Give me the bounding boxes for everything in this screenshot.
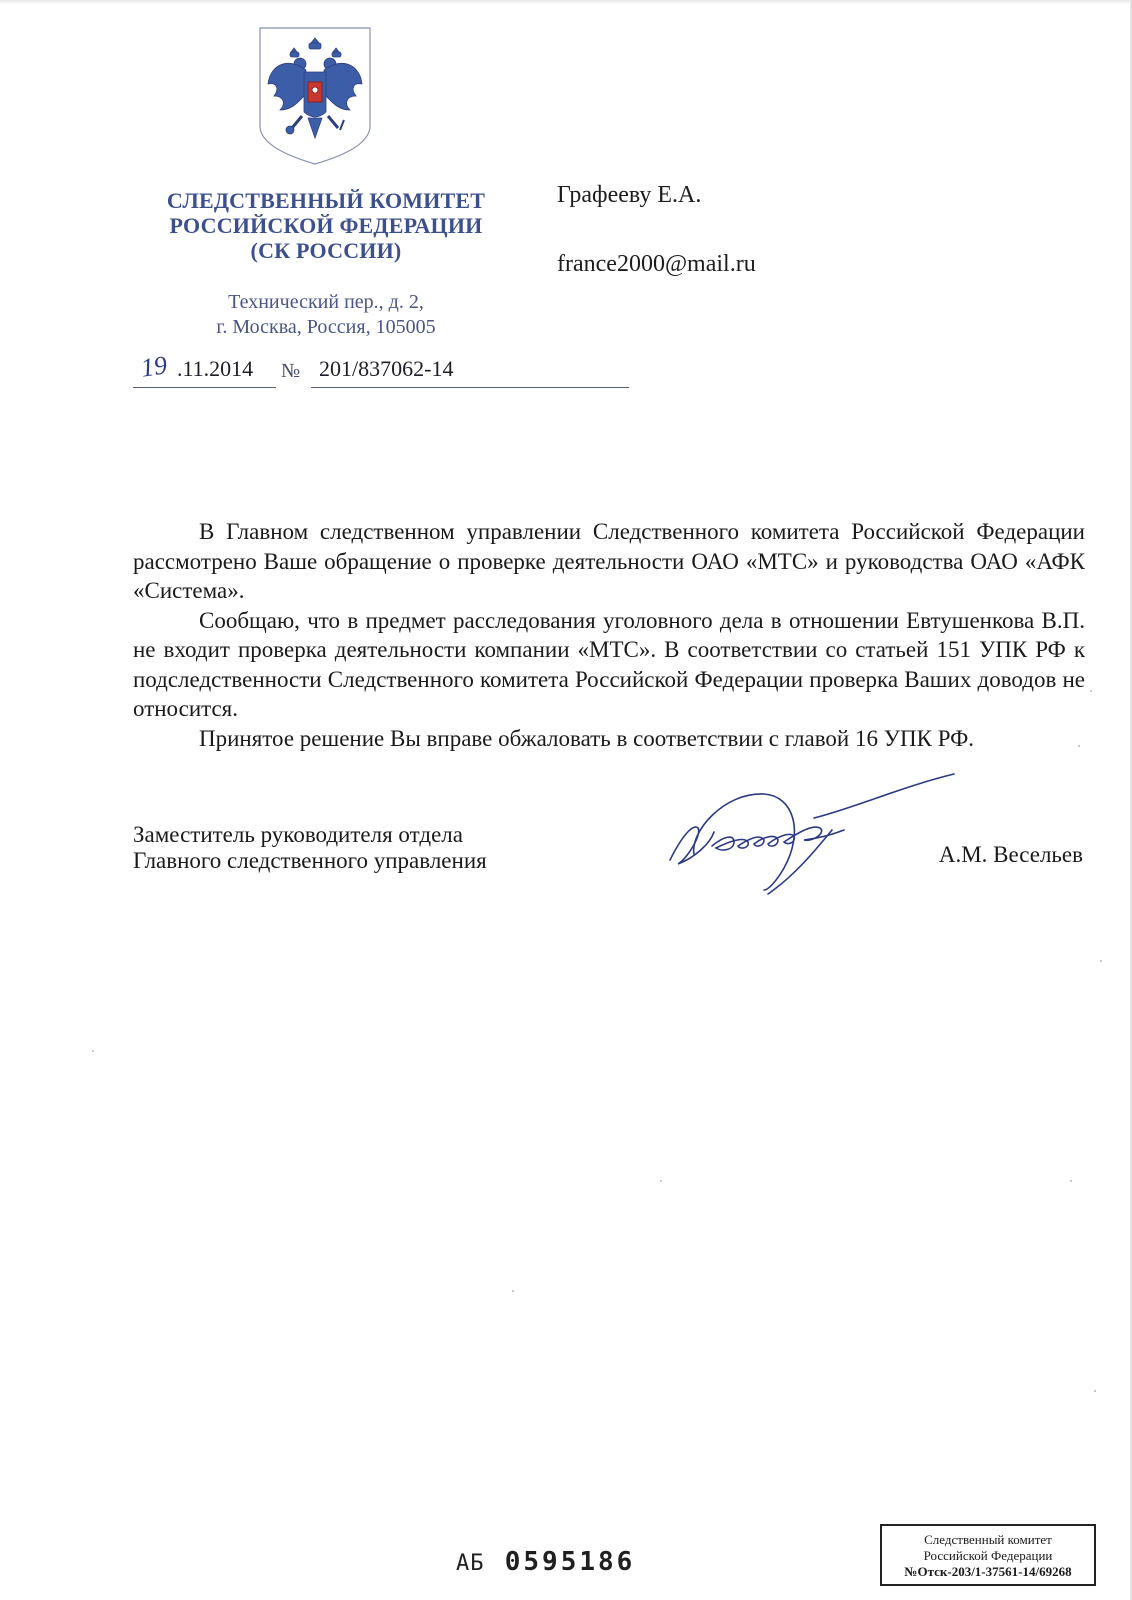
scan-speck — [92, 1050, 94, 1052]
stamp-line: Российской Федерации — [923, 1548, 1053, 1563]
org-line: СЛЕДСТВЕННЫЙ КОМИТЕТ — [166, 188, 486, 213]
org-line: (СК РОССИИ) — [250, 238, 402, 263]
signatory-name: А.М. Весельев — [938, 842, 1083, 867]
recipient-name: Графееву Е.А. — [557, 182, 702, 208]
date-underline — [133, 387, 276, 388]
date-month-year: .11.2014 — [177, 356, 254, 381]
recipient-email: france2000@mail.ru — [557, 251, 756, 277]
serial-prefix: АБ — [456, 1551, 485, 1576]
scan-speck — [1100, 960, 1102, 962]
number-underline — [311, 387, 629, 388]
letter-body — [133, 517, 1085, 753]
issuer-organization — [133, 188, 519, 263]
number-sign: № — [281, 360, 301, 382]
body-paragraph: Принятое решение Вы вправе обжаловать в соответствии с главой 16 УПК РФ. — [199, 725, 975, 751]
signatory-title-line: Заместитель руководителя отдела — [133, 822, 463, 847]
registration-stamp — [880, 1524, 1096, 1586]
scan-speck — [1078, 745, 1080, 747]
stamp-line: №Отск-203/1-37561-14/69268 — [904, 1564, 1072, 1579]
scan-speck — [1070, 1180, 1072, 1182]
scan-speck — [1094, 1390, 1096, 1392]
body-paragraph: В Главном следственном управлении Следственного комитета Российской Федерации рассмотрено Ваше обращение о проверке деятельности ОАО «МТС» и руководства ОАО «АФК «Система». — [133, 519, 1085, 603]
address-line: Технический пер., д. 2, — [228, 291, 424, 313]
form-serial — [456, 1547, 635, 1577]
scan-edge — [0, 0, 1132, 4]
body-paragraph: Сообщаю, что в предмет расследования уголовного дела в отношении Евтушенкова В.П. не входит проверка деятельности компании «МТС». В соответствии со статьей 151 УПК РФ к подследственности Следственного комитета Российской Федерации проверка Ваших доводов не относится. — [133, 607, 1085, 721]
scan-speck — [660, 1180, 662, 1182]
address-line: г. Москва, Россия, 105005 — [216, 316, 436, 338]
scan-speck — [1090, 690, 1092, 692]
handwritten-day: 19 — [139, 350, 169, 383]
signatory-title-line: Главного следственного управления — [133, 848, 487, 873]
signatory-title — [133, 822, 487, 874]
outgoing-number: 201/837062-14 — [319, 356, 454, 381]
russian-coat-of-arms-icon — [256, 26, 374, 166]
scan-speck — [512, 1290, 514, 1292]
stamp-line: Следственный комитет — [924, 1532, 1052, 1547]
handwritten-signature — [664, 772, 974, 914]
serial-number: 0595186 — [504, 1547, 636, 1577]
reference-line — [133, 350, 513, 390]
org-line: РОССИЙСКОЙ ФЕДЕРАЦИИ — [169, 213, 483, 238]
issuer-address — [133, 290, 519, 340]
